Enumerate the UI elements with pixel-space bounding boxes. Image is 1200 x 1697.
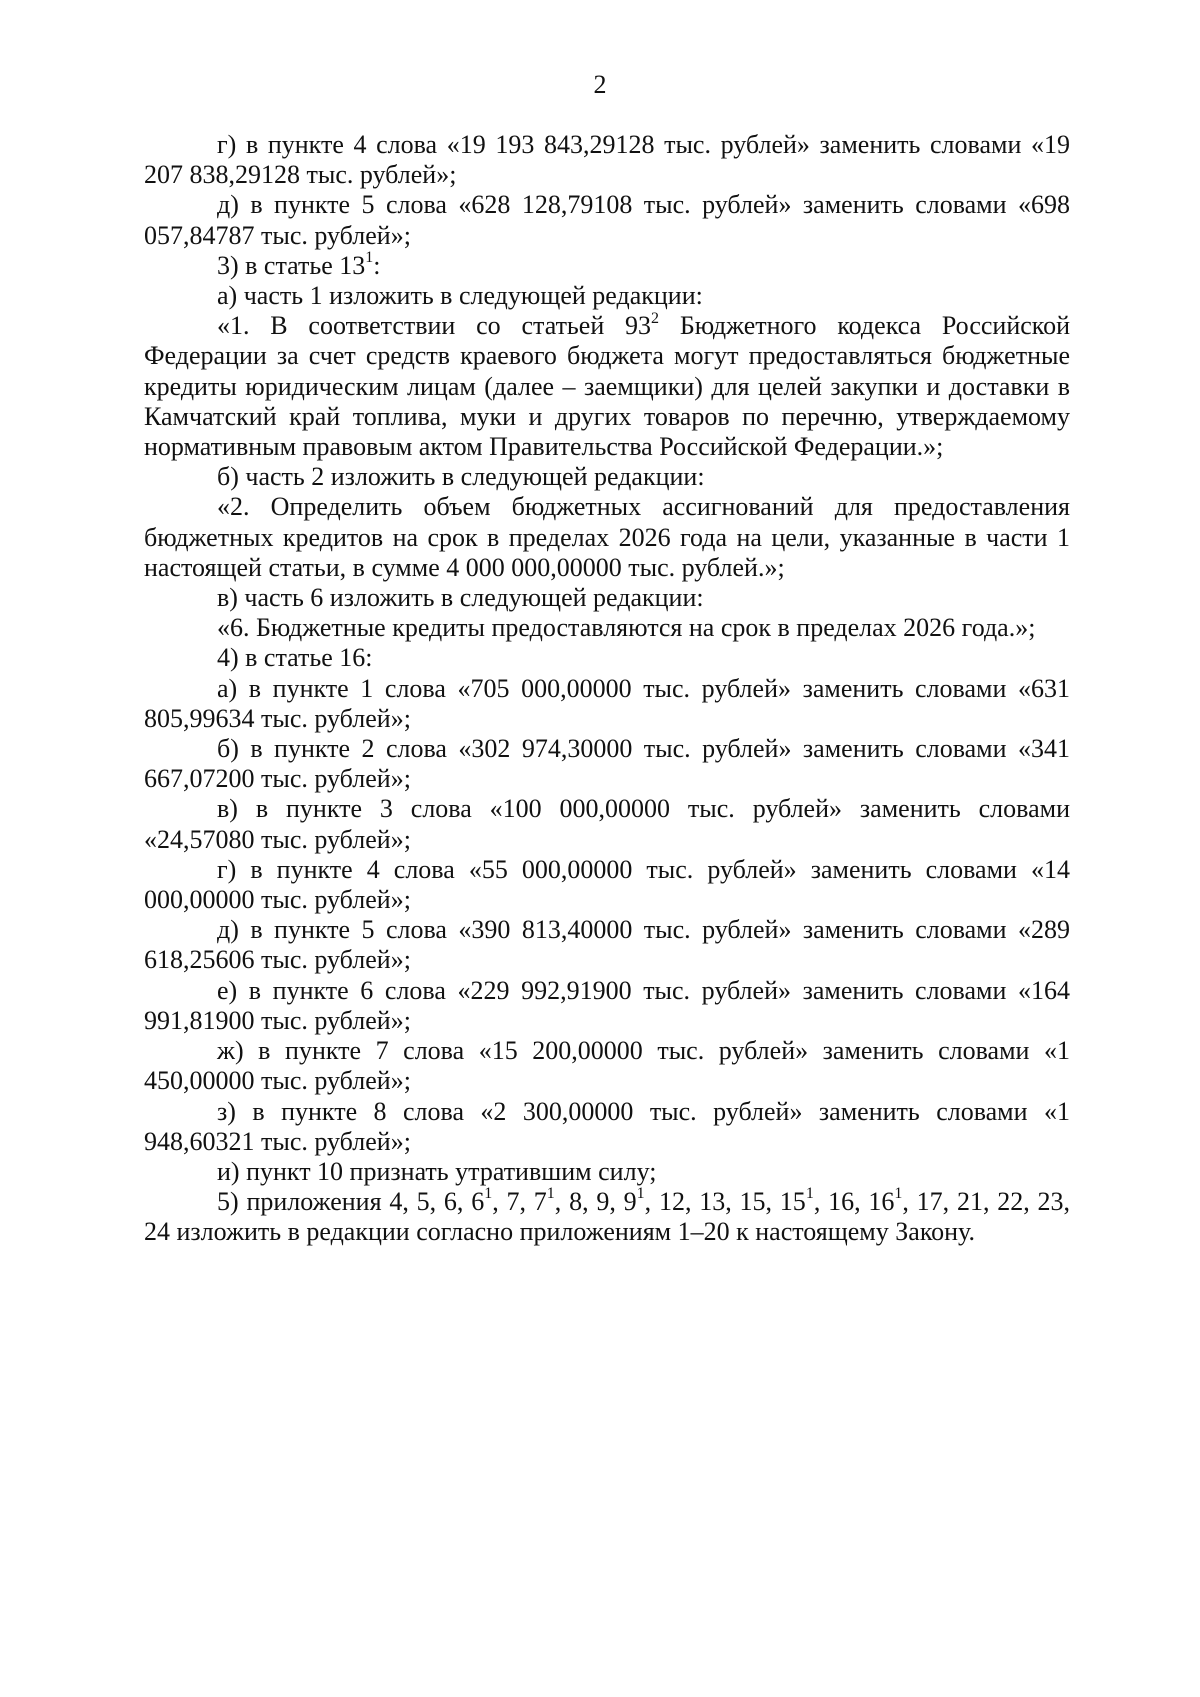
paragraph-text: б) в пункте 2 слова «302 974,30000 тыс. рублей» заменить словами «341 667,07200 тыс. рублей»; [144,734,1070,794]
paragraph [144,674,1070,734]
paragraph-text: , 7, 7 [492,1187,547,1217]
paragraph-text: г) в пункте 4 слова «55 000,00000 тыс. рублей» заменить словами «14 000,00000 тыс. рублей»; [144,854,1070,915]
superscript: 1 [484,1185,493,1203]
superscript: 1 [805,1185,814,1203]
paragraph-text: е) в пункте 6 слова «229 992,91900 тыс. рублей» заменить словами «164 991,81900 тыс. рублей»; [144,975,1070,1035]
paragraph [144,915,1070,975]
superscript: 1 [365,249,374,267]
paragraph [144,462,1070,492]
paragraph [144,492,1070,583]
paragraph-text: ж) в пункте 7 слова «15 200,00000 тыс. рублей» заменить словами «1 450,00000 тыс. рублей»; [144,1036,1070,1096]
paragraph [144,855,1070,915]
paragraph [144,1157,1070,1187]
paragraph-text: 3) в статье 13 [217,250,366,280]
paragraph [144,613,1070,643]
page-number: 2 [593,70,607,99]
paragraph-text: з) в пункте 8 слова «2 300,00000 тыс. рублей» заменить словами «1 948,60321 тыс. рублей»; [144,1096,1070,1156]
superscript: 2 [651,309,660,327]
paragraph [144,130,1070,190]
paragraph-text: а) в пункте 1 слова «705 000,00000 тыс. рублей» заменить словами «631 805,99634 тыс. рублей»; [144,673,1070,733]
superscript: 1 [636,1185,645,1203]
paragraph-text: 4) в статье 16: [217,643,373,673]
paragraph [144,311,1070,462]
paragraph-text: : [373,250,381,280]
paragraph-text: , 12, 13, 15, 15 [644,1187,806,1217]
document-body [144,130,1070,1248]
paragraph [144,734,1070,794]
paragraph [144,1097,1070,1157]
paragraph [144,976,1070,1036]
paragraph-text: б) часть 2 изложить в следующей редакции: [217,462,705,492]
paragraph-text: г) в пункте 4 слова «19 193 843,29128 тыс. рублей» заменить словами «19 207 838,29128 тыс. рублей»; [144,130,1070,190]
paragraph-text: , 17, 21, 22, 23, 24 изложить в редакции согласно приложениям 1–20 к настоящему Закону. [144,1187,1071,1247]
paragraph [144,643,1070,673]
paragraph [144,190,1070,250]
paragraph [144,1187,1070,1247]
paragraph-text: «1. В соответствии со статьей 93 [217,311,652,341]
paragraph [144,583,1070,613]
paragraph-text: «2. Определить объем бюджетных ассигнований для предоставления бюджетных кредитов на срок в пределах 2026 года на цели, указанные в части 1 настоящей статьи, в сумме 4 000 000,00000 тыс. рублей.»; [144,492,1070,582]
paragraph [144,281,1070,311]
paragraph-text: 5) приложения 4, 5, 6, 6 [217,1187,485,1217]
superscript: 1 [894,1185,903,1203]
paragraph [144,794,1070,854]
paragraph-text: д) в пункте 5 слова «628 128,79108 тыс. рублей» заменить словами «698 057,84787 тыс. рублей»; [144,190,1070,250]
paragraph-text: , 8, 9, 9 [554,1187,637,1217]
paragraph-text: а) часть 1 изложить в следующей редакции: [217,281,703,311]
paragraph-text: и) пункт 10 признать утратившим силу; [217,1156,657,1186]
paragraph-text: Бюджетного кодекса Российской Федерации за счет средств краевого бюджета могут предоставляться бюджетные кредиты юридическим лицам (далее – заемщики) для целей закупки и доставки в Камчатский край топлива, муки и других товаров по перечню, утверждаемому нормативным правовым актом Правительства Российской Федерации.»; [144,311,1070,462]
paragraph-text: , 16, 16 [813,1187,895,1217]
paragraph-text: «6. Бюджетные кредиты предоставляются на срок в пределах 2026 года.»; [217,613,1036,643]
paragraph-text: в) часть 6 изложить в следующей редакции: [217,583,704,613]
paragraph-text: д) в пункте 5 слова «390 813,40000 тыс. рублей» заменить словами «289 618,25606 тыс. рублей»; [144,915,1070,975]
superscript: 1 [546,1185,555,1203]
paragraph [144,251,1070,281]
paragraph-text: в) в пункте 3 слова «100 000,00000 тыс. рублей» заменить словами «24,57080 тыс. рублей»; [144,794,1070,854]
paragraph [144,1036,1070,1096]
